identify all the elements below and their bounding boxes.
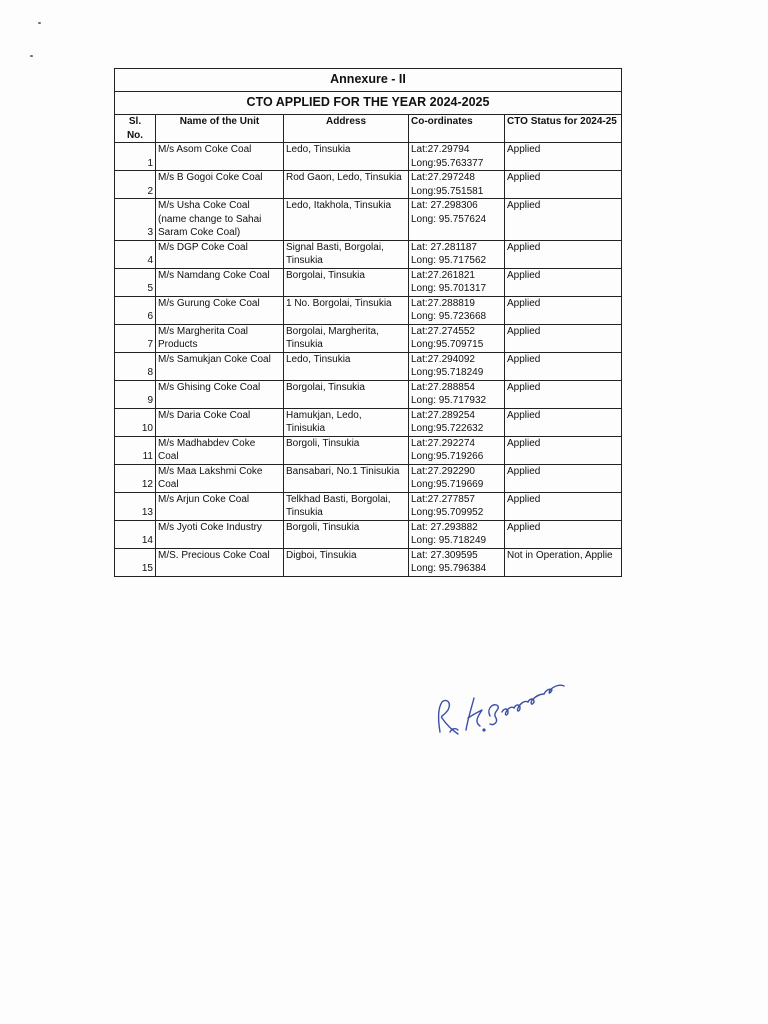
cell-coordinates — [409, 464, 505, 492]
scan-speck — [38, 22, 41, 24]
cell-coordinates — [409, 240, 505, 268]
longitude: Long:95.763377 — [411, 157, 484, 169]
table-row — [115, 408, 622, 436]
cell-address-line: Ledo, Itakhola, Tinsukia — [286, 200, 392, 211]
table-row — [115, 520, 622, 548]
table-row — [115, 199, 622, 241]
table-row — [115, 492, 622, 520]
cell-unit-name — [156, 199, 284, 241]
table-row — [115, 268, 622, 296]
cell-coordinates — [409, 492, 505, 520]
table-title: CTO APPLIED FOR THE YEAR 2024-2025 — [115, 92, 622, 115]
cell-unit-name — [156, 464, 284, 492]
cell-unit-name — [156, 548, 284, 576]
cell-coordinates — [409, 268, 505, 296]
cell-address — [284, 324, 409, 352]
table-row — [115, 143, 622, 171]
table-row — [115, 464, 622, 492]
cell-address-line: Hamukjan, Ledo, — [286, 409, 362, 421]
longitude: Long: 95.718249 — [411, 535, 487, 546]
cell-unit-name-line: M/s Asom Coke Coal — [158, 144, 252, 155]
cell-address — [284, 296, 409, 324]
cell-unit-name-line: M/s Maa Lakshmi Coke — [158, 465, 263, 477]
column-header-sl — [115, 115, 156, 143]
longitude: Long: 95.717932 — [411, 395, 487, 406]
latitude: Lat:27.274552 — [411, 325, 475, 337]
cell-sl: 1 — [115, 143, 156, 171]
cell-unit-name-line: M/s Jyoti Coke Industry — [158, 521, 262, 533]
cell-address — [284, 548, 409, 576]
cell-address — [284, 492, 409, 520]
latitude: Lat:27.288854 — [411, 381, 475, 393]
table-row — [115, 296, 622, 324]
cell-unit-name — [156, 240, 284, 268]
cell-cto-status: Applied — [505, 380, 622, 408]
column-header-sl-line1: Sl. — [128, 116, 142, 127]
cell-address-line: Tinsukia — [286, 339, 323, 350]
cell-unit-name — [156, 492, 284, 520]
cell-cto-status: Applied — [505, 143, 622, 171]
cell-coordinates — [409, 143, 505, 171]
cell-sl: 8 — [115, 352, 156, 380]
cell-address-line: Telkhad Basti, Borgolai, — [286, 493, 391, 505]
cell-address-line: Borgolai, Tinsukia — [286, 381, 365, 393]
cell-unit-name-line: M/S. Precious Coke Coal — [158, 549, 270, 561]
cell-cto-status: Applied — [505, 464, 622, 492]
table-row — [115, 380, 622, 408]
cell-unit-name-line: Coal — [158, 451, 179, 462]
latitude: Lat:27.277857 — [411, 493, 475, 505]
column-header-name: Name of the Unit — [156, 115, 284, 143]
cell-cto-status: Applied — [505, 199, 622, 241]
cell-sl: 2 — [115, 171, 156, 199]
cell-address-line: Borgoli, Tinsukia — [286, 437, 360, 449]
latitude: Lat:27.292274 — [411, 437, 475, 449]
cell-address — [284, 464, 409, 492]
cell-address-line: Ledo, Tinsukia — [286, 353, 351, 365]
longitude: Long: 95.701317 — [411, 283, 487, 294]
cell-cto-status: Applied — [505, 352, 622, 380]
cell-unit-name — [156, 143, 284, 171]
latitude: Lat:27.261821 — [411, 269, 475, 281]
cell-unit-name-line: M/s Arjun Coke Coal — [158, 493, 250, 505]
column-header-status: CTO Status for 2024-25 — [505, 115, 622, 143]
cell-cto-status: Applied — [505, 240, 622, 268]
table-row — [115, 240, 622, 268]
cell-sl: 7 — [115, 324, 156, 352]
cell-address — [284, 352, 409, 380]
cell-unit-name-line: M/s Daria Coke Coal — [158, 409, 251, 421]
latitude: Lat: 27.309595 — [411, 549, 478, 561]
cell-coordinates — [409, 520, 505, 548]
cell-sl: 12 — [115, 464, 156, 492]
longitude: Long:95.722632 — [411, 423, 484, 434]
latitude: Lat: 27.298306 — [411, 200, 478, 211]
cell-coordinates — [409, 408, 505, 436]
cell-address — [284, 143, 409, 171]
cell-sl: 6 — [115, 296, 156, 324]
cell-cto-status: Applied — [505, 492, 622, 520]
latitude: Lat:27.288819 — [411, 297, 475, 309]
cell-address-line: 1 No. Borgolai, Tinsukia — [286, 297, 392, 309]
longitude: Long:95.751581 — [411, 185, 484, 197]
longitude: Long:95.719669 — [411, 479, 484, 490]
cell-coordinates — [409, 324, 505, 352]
cell-cto-status: Not in Operation, Applie — [505, 548, 622, 576]
table-row — [115, 436, 622, 464]
signature — [432, 672, 572, 746]
cell-sl: 3 — [115, 199, 156, 241]
cell-address-line: Tinsukia — [286, 507, 323, 518]
cell-unit-name-line: M/s DGP Coke Coal — [158, 241, 248, 253]
cell-unit-name — [156, 436, 284, 464]
cell-unit-name — [156, 352, 284, 380]
cell-coordinates — [409, 548, 505, 576]
cell-coordinates — [409, 380, 505, 408]
latitude: Lat:27.289254 — [411, 409, 475, 421]
longitude: Long:95.719266 — [411, 451, 484, 462]
cell-unit-name-line: Saram Coke Coal) — [158, 227, 241, 238]
cell-unit-name-line: M/s B Gogoi Coke Coal — [158, 172, 263, 183]
latitude: Lat: 27.281187 — [411, 241, 477, 253]
cell-unit-name-line: Coal — [158, 479, 179, 490]
cell-coordinates — [409, 352, 505, 380]
cell-address-line: Digboi, Tinsukia — [286, 549, 357, 561]
cell-coordinates — [409, 296, 505, 324]
latitude: Lat:27.294092 — [411, 353, 475, 365]
cell-unit-name — [156, 380, 284, 408]
table-row — [115, 171, 622, 199]
cell-address-line: Bansabari, No.1 Tinisukia — [286, 465, 400, 477]
cell-unit-name-line: M/s Gurung Coke Coal — [158, 297, 260, 309]
cell-sl: 4 — [115, 240, 156, 268]
cell-address-line: Borgoli, Tinsukia — [286, 521, 360, 533]
longitude: Long: 95.717562 — [411, 255, 487, 266]
cell-sl: 5 — [115, 268, 156, 296]
cell-unit-name-line: M/s Usha Coke Coal — [158, 200, 250, 211]
cell-cto-status: Applied — [505, 408, 622, 436]
table-row — [115, 324, 622, 352]
cell-address-line: Rod Gaon, Ledo, Tinsukia — [286, 172, 402, 183]
cell-cto-status: Applied — [505, 324, 622, 352]
cell-unit-name-line: M/s Ghising Coke Coal — [158, 381, 261, 393]
cell-coordinates — [409, 171, 505, 199]
cell-unit-name — [156, 296, 284, 324]
cell-address — [284, 380, 409, 408]
cell-sl: 11 — [115, 436, 156, 464]
cell-unit-name-line: M/s Samukjan Coke Coal — [158, 353, 271, 365]
cell-address — [284, 520, 409, 548]
cell-cto-status: Applied — [505, 436, 622, 464]
annexure-title: Annexure - II — [115, 69, 622, 92]
cell-address — [284, 408, 409, 436]
cell-address-line: Tinsukia — [286, 255, 323, 266]
cell-sl: 13 — [115, 492, 156, 520]
column-header-coordinates: Co-ordinates — [409, 115, 505, 143]
cell-unit-name-line: M/s Margherita Coal — [158, 325, 249, 337]
cell-address-line: Signal Basti, Borgolai, — [286, 241, 384, 253]
cell-address-line: Ledo, Tinsukia — [286, 144, 351, 155]
longitude: Long:95.709715 — [411, 339, 484, 350]
cell-address — [284, 268, 409, 296]
latitude: Lat:27.29794 — [411, 144, 470, 155]
latitude: Lat:27.292290 — [411, 465, 475, 477]
longitude: Long: 95.796384 — [411, 563, 487, 574]
cell-unit-name-line: M/s Namdang Coke Coal — [158, 269, 270, 281]
latitude: Lat:27.297248 — [411, 172, 475, 183]
cell-unit-name — [156, 171, 284, 199]
column-header-sl-line2: No. — [126, 129, 144, 141]
cell-address — [284, 171, 409, 199]
cell-sl: 10 — [115, 408, 156, 436]
cell-unit-name-line: Products — [158, 339, 198, 350]
longitude: Long:95.709952 — [411, 507, 484, 518]
cell-cto-status: Applied — [505, 268, 622, 296]
cell-address-line: Borgolai, Tinsukia — [286, 269, 365, 281]
cell-address — [284, 240, 409, 268]
cell-cto-status: Applied — [505, 296, 622, 324]
cell-cto-status: Applied — [505, 171, 622, 199]
cell-unit-name-line: (name change to Sahai — [158, 213, 262, 225]
cell-unit-name — [156, 520, 284, 548]
table-row — [115, 352, 622, 380]
cto-table — [114, 68, 622, 577]
cell-cto-status: Applied — [505, 520, 622, 548]
cell-address — [284, 436, 409, 464]
latitude: Lat: 27.293882 — [411, 521, 478, 533]
cell-address — [284, 199, 409, 241]
cell-coordinates — [409, 436, 505, 464]
cell-sl: 9 — [115, 380, 156, 408]
cell-unit-name — [156, 408, 284, 436]
scan-speck — [30, 55, 33, 57]
cell-sl: 14 — [115, 520, 156, 548]
cell-address-line: Borgolai, Margherita, — [286, 325, 379, 337]
table-body — [115, 143, 622, 577]
cell-address-line: Tinisukia — [286, 423, 326, 434]
longitude: Long: 95.757624 — [411, 213, 487, 225]
cell-coordinates — [409, 199, 505, 241]
longitude: Long: 95.723668 — [411, 311, 487, 322]
cell-unit-name — [156, 268, 284, 296]
column-header-address: Address — [284, 115, 409, 143]
cell-unit-name-line: M/s Madhabdev Coke — [158, 437, 256, 449]
cell-unit-name — [156, 324, 284, 352]
cell-sl: 15 — [115, 548, 156, 576]
longitude: Long:95.718249 — [411, 367, 484, 378]
table-row — [115, 548, 622, 576]
